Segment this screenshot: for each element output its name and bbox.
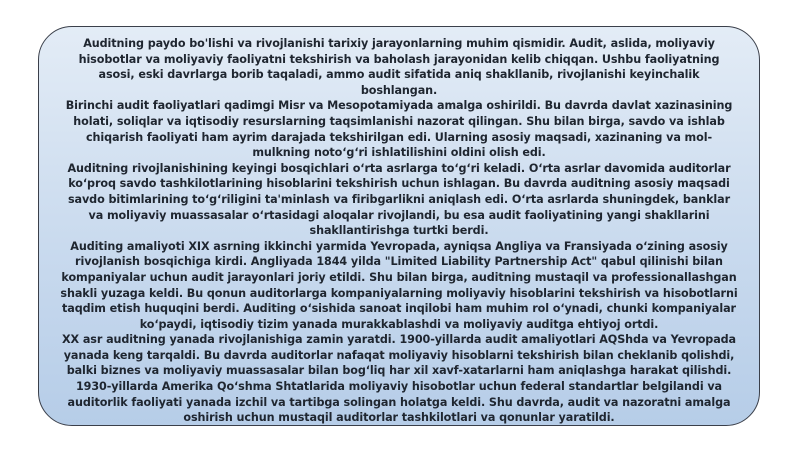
paragraph-4: Auditing amaliyoti XIX asrning ikkinchi yarmida Yevropada, ayniqsa Angliya va Fransiyada o‘zining asosiy rivojlanish bosqichiga kirdi. Angliyada 1844 yilda "Limited Liability Partnership Act" qabul qilinishi bilan kompaniyalar uchun audit jarayonlari joriy etildi. Shu bilan birga, auditning mustaqil va professionallashgan shakli yuzaga keldi. Bu qonun auditorlarga kompaniyalarning moliyaviy hisoblarini tekshirish va hisobotlarni taqdim etish huquqini berdi. Auditing o‘sishida sanoat inqilobi ham muhim rol o‘ynadi, chunki kompaniyalar ko‘paydi, iqtisodiy tizim yanada murakkablashdi va moliyaviy auditga ehtiyoj ortdi.	[60, 239, 738, 331]
paragraph-1: Auditning paydo bo'lishi va rivojlanishi tarixiy jarayonlarning muhim qismidir. Audit, aslida, moliyaviy hisobotlar va moliyaviy faoliyatni tekshirish va baholash jarayonidan kelib chiqqan. Ushbu faoliyatning asosi, eski davrlarga borib taqaladi, ammo audit sifatida aniq shakllanib, rivojlanishi keyinchalik boshlangan.	[78, 37, 720, 97]
paragraph-5: XX asr auditning yanada rivojlanishiga zamin yaratdi. 1900-yillarda audit amaliyotlari AQShda va Yevropada yanada keng tarqaldi. Bu davrda auditorlar nafaqat moliyaviy hisoblarni tekshirish bilan cheklanib qolishdi, balki biznes va moliyaviy muassasalar bilan bog‘liq har xil xavf-xatarlarni ham aniqlashga harakat qilishdi. 1930-yillarda Amerika Qo‘shma Shtatlarida moliyaviy hisobotlar uchun federal standartlar belgilandi va auditorlik faoliyati yanada izchil va tartibga solingan holatga keldi. Shu davrda, audit va nazoratni amalga oshirish uchun mustaqil auditorlar tashkilotlari va qonunlar yaratildi.	[62, 333, 736, 425]
text-card	[38, 26, 760, 426]
paragraph-2: Birinchi audit faoliyatlari qadimgi Misr va Mesopotamiyada amalga oshirildi. Bu davrda davlat xazinasining holati, soliqlar va iqtisodiy resurslarning taqsimlanishi nazorat qilingan. Shu bilan birga, savdo va ishlab chiqarish faoliyati ham ayrim darajada tekshirilgan edi. Ularning asosiy maqsadi, xazinaning va mol-mulkning noto‘g‘ri ishlatilishini oldini olish edi.	[65, 99, 733, 160]
paragraph-3: Auditning rivojlanishining keyingi bosqichlari o‘rta asrlarga to‘g‘ri keladi. O‘rta asrlar davomida auditorlar ko‘proq savdo tashkilotlarining hisoblarini tekshirish uchun ishlagan. Bu davrda auditning asosiy maqsadi savdo bitimlarining to‘g‘riligini ta'minlash va firibgarlikni aniqlash edi. O‘rta asrlarda shuningdek, banklar va moliyaviy muassasalar o‘rtasidagi aloqalar rivojlandi, bu esa audit faoliyatining yangi shakllarini shakllantirishga turtki berdi.	[67, 161, 731, 238]
